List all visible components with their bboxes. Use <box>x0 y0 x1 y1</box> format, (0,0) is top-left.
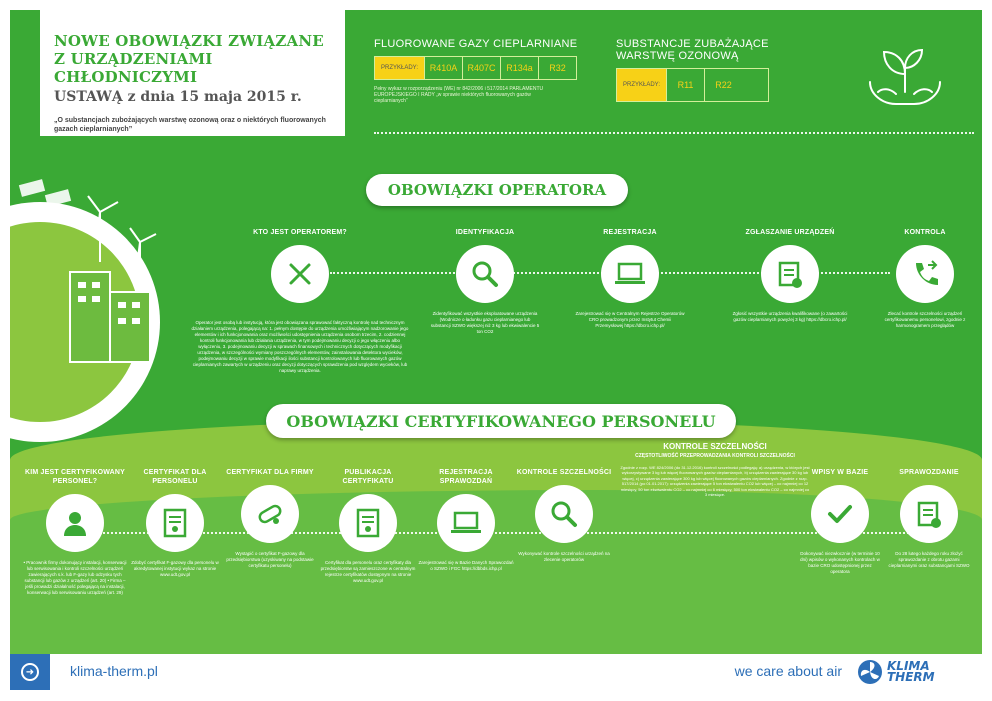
fgas-item: R134a <box>500 57 538 79</box>
ozone-examples <box>616 68 769 102</box>
step-desc: Zarejestrować się w Bazie Danych Sprawozdań o SZWO i FGC https://dbbds.ichp.pl <box>418 560 514 571</box>
tools-icon <box>271 245 329 303</box>
phone-arrow-icon <box>896 245 954 303</box>
personnel-step-cert-company <box>225 468 315 569</box>
step-desc: Zarejestrować się w Centralnym Rejestrze Operatorów CRO prowadzonym przez Instytut Chemii Przemysłowej https://dbcro.ichp.pl/ <box>575 311 685 328</box>
step-title: CERTYFIKAT DLA PERSONELU <box>143 469 207 485</box>
footer-bar <box>10 654 982 690</box>
clipboard-check-icon <box>900 485 958 543</box>
arrow-right-icon: ➜ <box>21 663 39 681</box>
certificate-icon <box>339 494 397 552</box>
section-title-operator: OBOWIĄZKI OPERATORA <box>387 181 607 199</box>
step-desc: Zlecać kontrole szczelności urządzeń certyfikowanemu personelowi, zgodnie z harmonogramem przeglądów <box>884 311 966 328</box>
ozone-item: R11 <box>666 69 704 101</box>
fgas-block <box>374 38 577 104</box>
step-desc: Zgłosić wszystkie urządzenia kwalifikowane (o zawartości gazów cieplarnianych powyżej 3 kg) https://dbcro.ichp.pl/ <box>732 311 848 322</box>
step-desc: Zdobyć certyfikat F-gazowy dla personelu w akredytowanej instytucji wykaz na stronie www.udt.gov.pl <box>131 560 219 577</box>
personnel-step-who <box>20 468 130 596</box>
step-title: SPRAWOZDANIE <box>899 469 959 476</box>
section-banner-operator <box>366 174 628 206</box>
step-title: KIM JEST CERTYFIKOWANY PERSONEL? <box>24 469 126 485</box>
user-icon <box>46 494 104 552</box>
personnel-step-cert-person <box>130 468 220 578</box>
fgas-item: R407C <box>462 57 500 79</box>
kontrole-title: KONTROLE SZCZELNOŚCI <box>663 442 767 451</box>
step-title: REJESTRACJA SPRAWOZDAŃ <box>439 469 493 485</box>
footer-site-link[interactable]: klima-therm.pl <box>70 663 158 679</box>
header-box <box>40 10 345 136</box>
kontrole-text: Zgodnie z rozp. WE 824/2006 (do 31.12.2016) kontroli szczelności podlegają: a) urządzenia, w których jest wykorzystywane 3 kg lub więcej fluorowanych gazów cieplarnianych, b) urządzenia zawierające 30 kg lub więcej, c) urządzenia zawierające 300 kg lub więcej fluorowanych gazów cieplarnianych. Zgodnie z rozp. 517/2014 (po 01.01.2017): urządzenia zawierające 5 ton ekwiwalentu CO2 lub więcej – co najmniej co 12 miesięcy, 50 ton ekwiwalentu CO2 – co najmniej co 6 miesięcy, 500 ton ekwiwalentu CO2 – co najmniej co 3 miesiące. <box>620 465 810 498</box>
step-title: WPISY W BAZIE <box>811 469 869 476</box>
section-title-personnel: OBOWIĄZKI CERTYFIKOWANEGO PERSONELU <box>286 411 716 431</box>
logo-text-2: THERM <box>887 670 935 684</box>
step-title: KTO JEST OPERATOREM? <box>253 229 347 236</box>
fgas-examples-label: PRZYKŁADY: <box>375 57 424 79</box>
title-line-2: Z URZĄDZENIAMI CHŁODNICZYMI <box>54 50 213 86</box>
infographic-poster <box>10 10 982 690</box>
operator-step-control <box>880 228 970 329</box>
kontrole-subtitle: CZĘSTOTLIWOŚĆ PRZEPROWADZANIA KONTROLI SZCZELNOŚCI <box>635 453 795 459</box>
title-line-3: USTAWĄ z dnia 15 maja 2015 r. <box>54 89 302 105</box>
eco-city-illustration <box>10 172 180 472</box>
step-desc: Wykonywać kontrole szczelności urządzeń na zlecenie operatorów <box>518 551 610 562</box>
operator-desc: Operator jest osobą lub instytucją, która jest obowiązana sprawować faktyczną kontrolę nad technicznym działaniem urządzenia, polegającą na: 1. pełnym dostępie do urządzenia umożliwiającym nadzorowanie jego elementów i ich funkcjonowania oraz możliwości udostępnienia urządzenia osobom trzecim, 2. codziennej kontroli funkcjonowania lub działania urządzenia, w tym podejmowaniu decyzji o jego włączeniu albo wyłączeniu, 3. podejmowaniu decyzji w sprawach finansowych i technicznych dotyczących modyfikacji urządzenia, w szczególności wymiany poszczególnych elementów, zainstalowania detektora wycieków, podejmowaniu decyzji w sprawie modyfikacji ilości substancji kontrolowanych lub fluorowanych gazów cieplarnianych zawartych w urządzeniu oraz decyzji dotyczących sprawdzenia pod względem wycieków, lub naprawy urządzenia. <box>191 320 409 373</box>
step-desc: Dokonywać niezwłocznie (w terminie 10 dni) wpisów o wykonanych kontrolach w bazie CRO udostępnionej przez operatora <box>800 551 880 574</box>
footer-slogan: we care about air <box>734 663 842 679</box>
ozone-block <box>616 38 769 102</box>
personnel-step-leak-checks <box>516 468 612 563</box>
dotted-divider <box>374 132 974 134</box>
step-title: KONTROLA <box>904 229 946 236</box>
magnifier-icon <box>535 485 593 543</box>
step-desc: Wystąpić o certyfikat F-gazowy dla przedsiębiorstwa (uzyskiwany na podstawie certyfikatu personelu) <box>226 551 314 568</box>
magnifier-icon <box>456 245 514 303</box>
personnel-step-database-entries <box>800 468 880 575</box>
fgas-title: FLUOROWANE GAZY CIEPLARNIANE <box>374 38 578 50</box>
operator-step-report-devices <box>730 228 850 323</box>
laptop-icon <box>437 494 495 552</box>
step-title: KONTROLE SZCZELNOŚCI <box>516 469 612 476</box>
fgas-item: R410A <box>424 57 462 79</box>
ozone-item: R22 <box>704 69 742 101</box>
ozone-title-1: SUBSTANCJE ZUBAŻAJĄCE <box>616 38 769 50</box>
klima-therm-logo <box>857 658 972 686</box>
operator-step-register <box>575 228 685 329</box>
leak-check-frequency-box <box>620 442 810 497</box>
fgas-item: R32 <box>538 57 576 79</box>
title-line-1: NOWE OBOWIĄZKI ZWIĄZANE <box>54 32 324 50</box>
certificate-icon <box>146 494 204 552</box>
diploma-icon <box>241 485 299 543</box>
personnel-step-publication <box>320 468 416 584</box>
step-desc: • Pracownik firmy dokonujący instalacji, konserwacji lub serwisowania i kontroli szczelności urządzeń zawierających s.k. lub F-gazy lub odzysku tych substancji lub gazów z urządzeń (art. 20) • Firma – jeśli prowadzi działalność polegającą na instalacji, konserwacji lub serwisowaniu urządzeń (art. 29) <box>23 560 127 595</box>
step-desc: Zidentyfikować wszystkie eksploatowane urządzenia (Wodnicze o ładunku gazu cieplarnianego lub substancji SZWO większej niż 3 kg lub ekwiwalencie 5 ton CO2 <box>430 311 540 334</box>
personnel-step-register-reports <box>418 468 514 572</box>
step-title: REJESTRACJA <box>603 229 657 236</box>
step-title: CERTYFIKAT DLA FIRMY <box>226 469 314 476</box>
logo-text-1: KLIMA <box>887 659 930 673</box>
step-desc: Do 28 lutego każdego roku złożyć sprawozdanie z obrotu gazami cieplarnianymi oraz substancjami SZWO <box>888 551 970 568</box>
section-banner-personnel <box>266 404 736 438</box>
laptop-icon <box>601 245 659 303</box>
clipboard-check-icon <box>761 245 819 303</box>
fgas-examples <box>374 56 577 80</box>
operator-step-identify <box>430 228 540 335</box>
step-desc: Certyfikat dla personelu oraz certyfikaty dla przedsiębiorstw są zamieszczone w centralnym rejestrze certyfikatów dostępnym na stronie www.udt.gov.pl <box>320 560 416 583</box>
step-title: PUBLIKACJA CERTYFIKATU <box>342 469 394 485</box>
footer-arrow-button[interactable] <box>10 654 50 690</box>
step-title: IDENTYFIKACJA <box>455 229 515 236</box>
ozone-examples-label: PRZYKŁADY: <box>617 69 666 101</box>
personnel-step-report <box>886 468 972 569</box>
plant-hands-icon <box>862 38 948 118</box>
operator-step-who <box>240 228 360 303</box>
ozone-title-2: WARSTWĘ OZONOWĄ <box>616 50 739 62</box>
header-subtitle: „O substancjach zubożających warstwę ozonową oraz o niektórych fluorowanych gazach cieplarnianych” <box>54 117 326 133</box>
fgas-note: Pełny wykaz w rozporządzeniu (WE) nr 842/2006 i 517/2014 PARLAMENTU EUROPEJSKIEGO I RADY „w sprawie niektórych fluorowanych gazów cieplarnianych” <box>374 86 544 104</box>
fan-icon <box>857 659 883 685</box>
step-title: ZGŁASZANIE URZĄDZEŃ <box>745 229 835 236</box>
checkmark-icon <box>811 485 869 543</box>
